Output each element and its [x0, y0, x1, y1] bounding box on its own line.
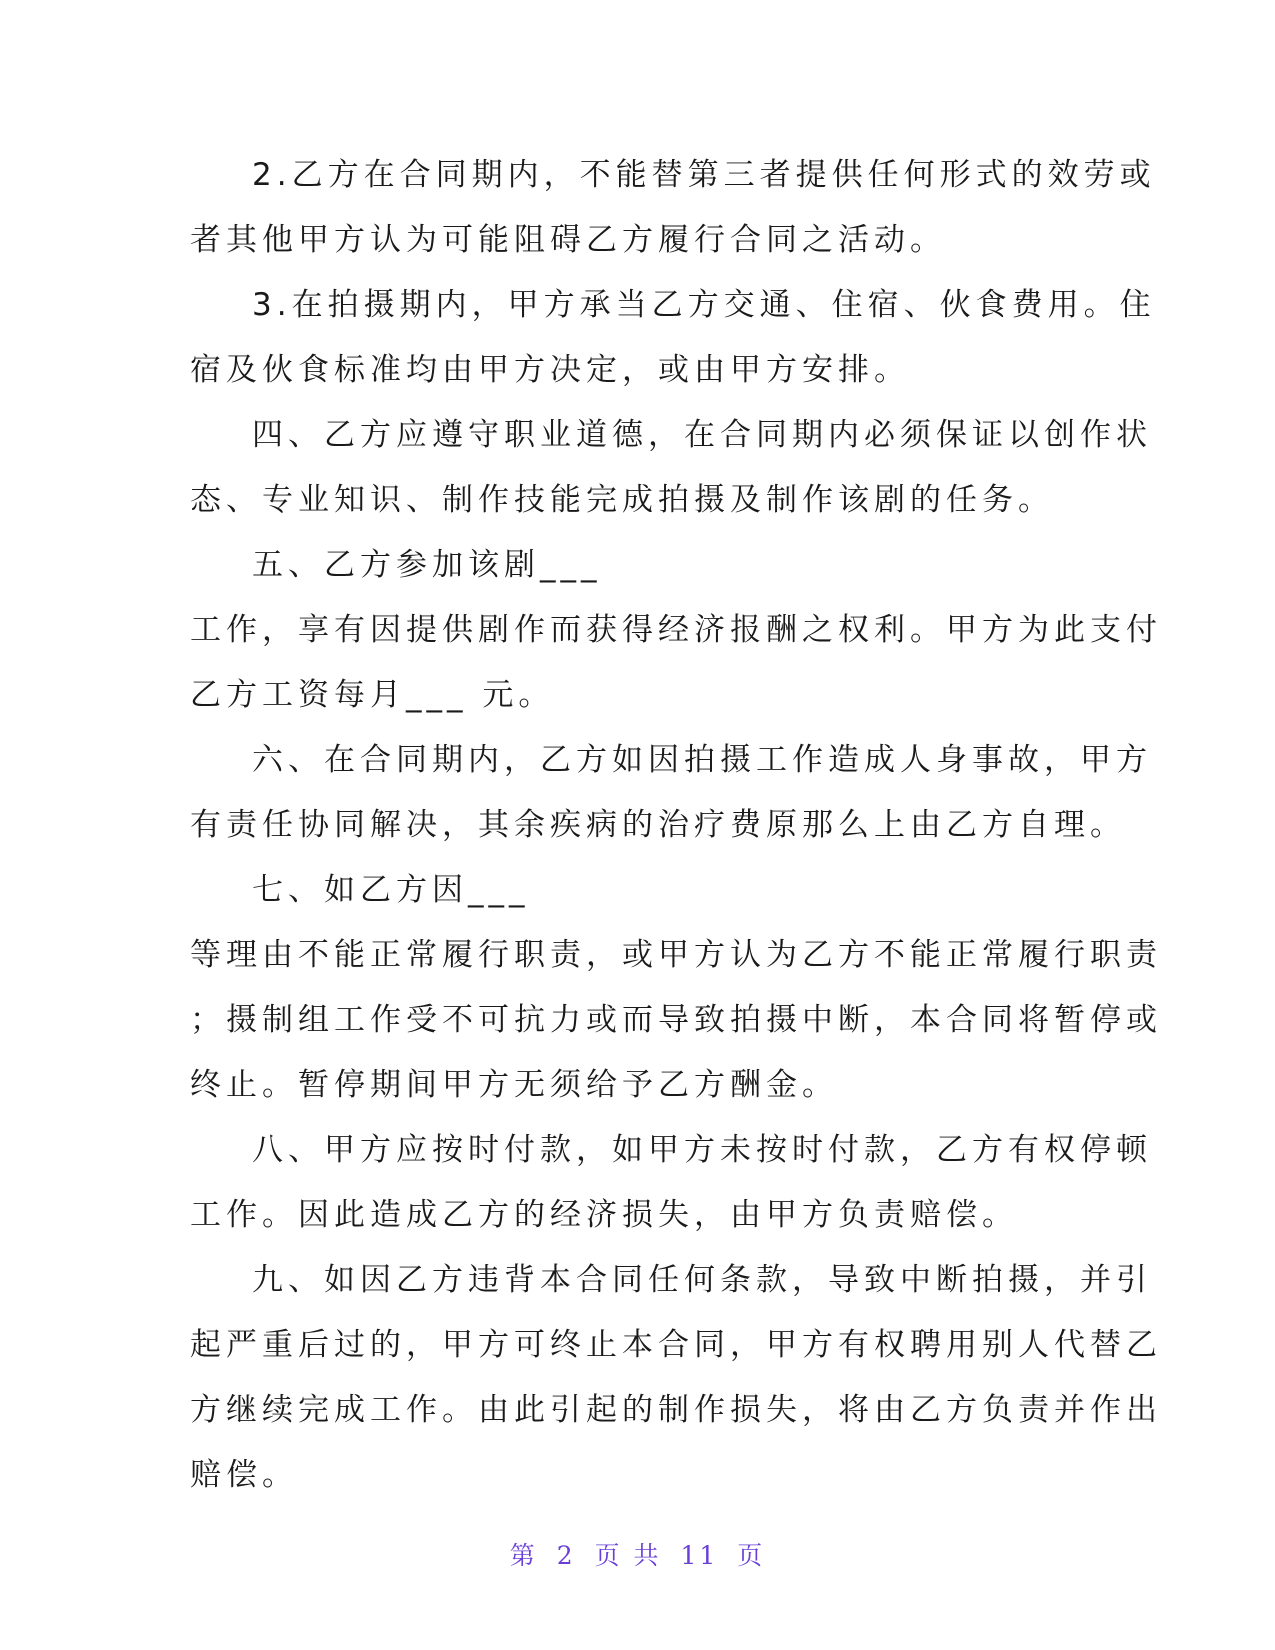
body-line: 态、专业知识、制作技能完成拍摄及制作该剧的任务。 — [190, 482, 1054, 518]
body-line: 乙方工资每月___ 元。 — [190, 677, 555, 713]
body-line: 七、如乙方因___ — [252, 872, 530, 908]
body-line: 九、如因乙方违背本合同任何条款，导致中断拍摄，并引 — [252, 1262, 1152, 1298]
body-line: 八、甲方应按时付款，如甲方未按时付款，乙方有权停顿 — [252, 1132, 1152, 1168]
body-line: 工作。因此造成乙方的经济损失，由甲方负责赔偿。 — [190, 1197, 1018, 1233]
footer-current-page: 2 — [556, 1541, 576, 1570]
page-footer — [0, 1536, 1275, 1572]
body-line: 者其他甲方认为可能阻碍乙方履行合同之活动。 — [190, 222, 946, 258]
body-line: 等理由不能正常履行职责，或甲方认为乙方不能正常履行职责 — [190, 937, 1162, 973]
body-line: 工作，享有因提供剧作而获得经济报酬之权利。甲方为此支付 — [190, 612, 1162, 648]
body-line: 四、乙方应遵守职业道德，在合同期内必须保证以创作状 — [252, 417, 1152, 453]
body-line: 宿及伙食标准均由甲方决定，或由甲方安排。 — [190, 352, 910, 388]
body-line: 五、乙方参加该剧___ — [252, 547, 602, 583]
footer-prefix: 第 — [509, 1541, 538, 1570]
body-line: 终止。暂停期间甲方无须给予乙方酬金。 — [190, 1067, 838, 1103]
body-line: ；摄制组工作受不可抗力或而导致拍摄中断，本合同将暂停或 — [190, 1002, 1162, 1038]
document-body — [190, 143, 1162, 1508]
footer-suffix: 页 — [737, 1541, 766, 1570]
body-line: 2.乙方在合同期内，不能替第三者提供任何形式的效劳或 — [252, 157, 1156, 193]
body-line: 六、在合同期内，乙方如因拍摄工作造成人身事故，甲方 — [252, 742, 1152, 778]
body-line: 3.在拍摄期内，甲方承当乙方交通、住宿、伙食费用。住 — [252, 287, 1156, 323]
body-line: 方继续完成工作。由此引起的制作损失，将由乙方负责并作出 — [190, 1392, 1162, 1428]
footer-middle: 页 共 — [594, 1541, 662, 1570]
body-line: 赔偿。 — [190, 1457, 298, 1493]
body-line: 有责任协同解决，其余疾病的治疗费原那么上由乙方自理。 — [190, 807, 1126, 843]
footer-total-pages: 11 — [680, 1541, 719, 1570]
body-line: 起严重后过的，甲方可终止本合同，甲方有权聘用别人代替乙 — [190, 1327, 1162, 1363]
